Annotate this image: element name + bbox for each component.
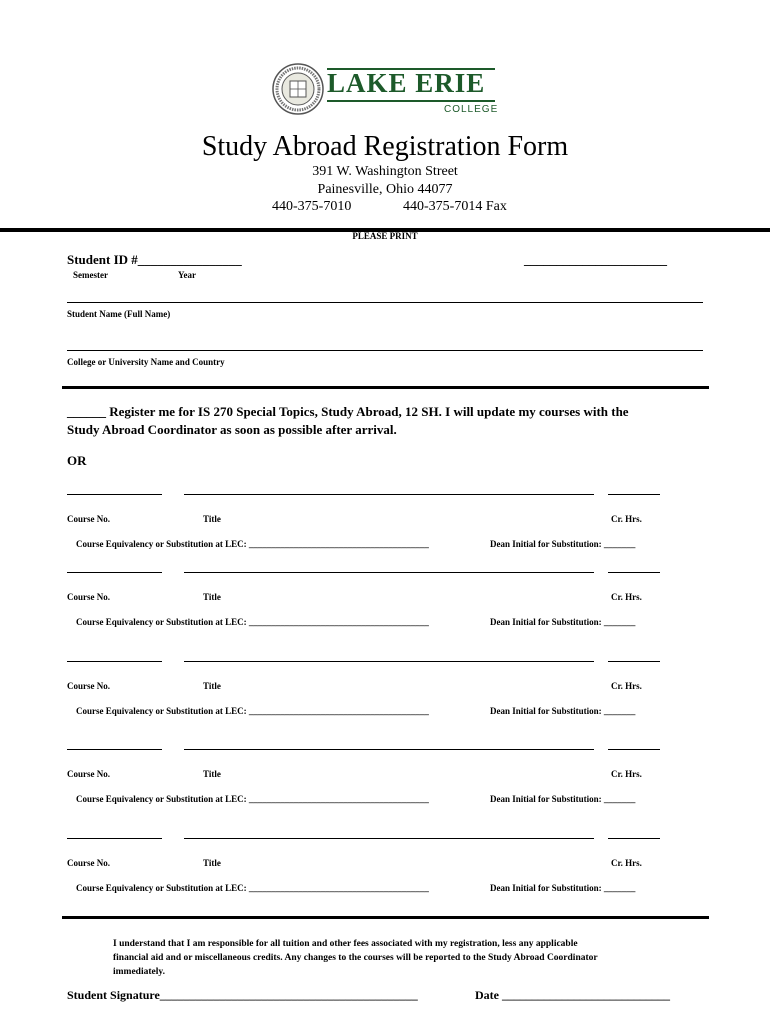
course-no-field[interactable] xyxy=(67,838,162,839)
course-no-label: Course No. xyxy=(67,769,110,779)
college-seal-icon xyxy=(272,63,324,115)
dean-initial-field[interactable]: Dean Initial for Substitution: _______ xyxy=(490,706,636,716)
address-line-1: 391 W. Washington Street xyxy=(312,164,458,179)
course-no-field[interactable] xyxy=(67,494,162,495)
register-option-line-1[interactable]: ______ Register me for IS 270 Special Topics, Study Abroad, 12 SH. I will update my courses with the xyxy=(67,404,629,419)
cr-hrs-field[interactable] xyxy=(608,494,660,495)
course-no-label: Course No. xyxy=(67,858,110,868)
cr-hrs-field[interactable] xyxy=(608,661,660,662)
title-label: Title xyxy=(203,858,221,868)
college-name-label: College or University Name and Country xyxy=(67,357,225,367)
title-label: Title xyxy=(203,769,221,779)
course-equivalency-field[interactable]: Course Equivalency or Substitution at LEC: ________________________________________ xyxy=(76,617,429,627)
logo-subtitle: COLLEGE xyxy=(444,104,499,115)
title-label: Title xyxy=(203,681,221,691)
fax-number: 440-375-7014 Fax xyxy=(403,199,507,214)
cr-hrs-label: Cr. Hrs. xyxy=(611,769,642,779)
dean-initial-field[interactable]: Dean Initial for Substitution: _______ xyxy=(490,883,636,893)
cr-hrs-field[interactable] xyxy=(608,838,660,839)
cr-hrs-field[interactable] xyxy=(608,572,660,573)
date-field[interactable]: Date ____________________________ xyxy=(475,988,670,1002)
course-equivalency-field[interactable]: Course Equivalency or Substitution at LEC: ________________________________________ xyxy=(76,883,429,893)
page-title: Study Abroad Registration Form xyxy=(201,131,569,162)
logo-rule-bottom xyxy=(327,100,495,102)
semester-year-field[interactable]: ______________________ xyxy=(524,252,667,267)
semester-label: Semester xyxy=(73,270,108,280)
course-no-field[interactable] xyxy=(67,661,162,662)
phone-number: 440-375-7010 xyxy=(272,199,352,214)
course-title-field[interactable] xyxy=(184,661,594,662)
cr-hrs-label: Cr. Hrs. xyxy=(611,592,642,602)
course-no-field[interactable] xyxy=(67,572,162,573)
or-label: OR xyxy=(67,453,87,468)
student-signature-field[interactable]: Student Signature___________________________________________ xyxy=(67,988,418,1002)
cr-hrs-field[interactable] xyxy=(608,749,660,750)
student-name-label: Student Name (Full Name) xyxy=(67,309,171,319)
cr-hrs-label: Cr. Hrs. xyxy=(611,514,642,524)
course-title-field[interactable] xyxy=(184,749,594,750)
logo-name: LAKE ERIE xyxy=(327,68,486,98)
dean-initial-field[interactable]: Dean Initial for Substitution: _______ xyxy=(490,794,636,804)
year-label: Year xyxy=(178,270,196,280)
statement-line-2: financial aid and or miscellaneous credits. Any changes to the courses will be reported to the Study Abroad Coordinator xyxy=(113,953,598,963)
college-name-field[interactable] xyxy=(67,350,703,351)
course-title-field[interactable] xyxy=(184,494,594,495)
title-label: Title xyxy=(203,514,221,524)
course-no-field[interactable] xyxy=(67,749,162,750)
course-equivalency-field[interactable]: Course Equivalency or Substitution at LEC: ________________________________________ xyxy=(76,794,429,804)
cr-hrs-label: Cr. Hrs. xyxy=(611,858,642,868)
dean-initial-field[interactable]: Dean Initial for Substitution: _______ xyxy=(490,539,636,549)
section-divider-1 xyxy=(62,386,709,389)
section-divider-2 xyxy=(62,916,709,919)
course-no-label: Course No. xyxy=(67,514,110,524)
course-equivalency-field[interactable]: Course Equivalency or Substitution at LEC: ________________________________________ xyxy=(76,706,429,716)
course-no-label: Course No. xyxy=(67,681,110,691)
course-title-field[interactable] xyxy=(184,572,594,573)
student-id-field[interactable]: Student ID #________________ xyxy=(67,252,242,267)
statement-line-3: immediately. xyxy=(113,967,165,977)
register-option-line-2: Study Abroad Coordinator as soon as possible after arrival. xyxy=(67,422,397,437)
responsibility-statement xyxy=(113,937,713,979)
title-label: Title xyxy=(203,592,221,602)
cr-hrs-label: Cr. Hrs. xyxy=(611,681,642,691)
student-name-field[interactable] xyxy=(67,302,703,303)
please-print-note: PLEASE PRINT xyxy=(352,231,418,241)
course-title-field[interactable] xyxy=(184,838,594,839)
address-line-2: Painesville, Ohio 44077 xyxy=(317,182,453,197)
dean-initial-field[interactable]: Dean Initial for Substitution: _______ xyxy=(490,617,636,627)
course-no-label: Course No. xyxy=(67,592,110,602)
course-equivalency-field[interactable]: Course Equivalency or Substitution at LEC: ________________________________________ xyxy=(76,539,429,549)
statement-line-1: I understand that I am responsible for all tuition and other fees associated with my registration, less any applicable xyxy=(113,939,578,949)
